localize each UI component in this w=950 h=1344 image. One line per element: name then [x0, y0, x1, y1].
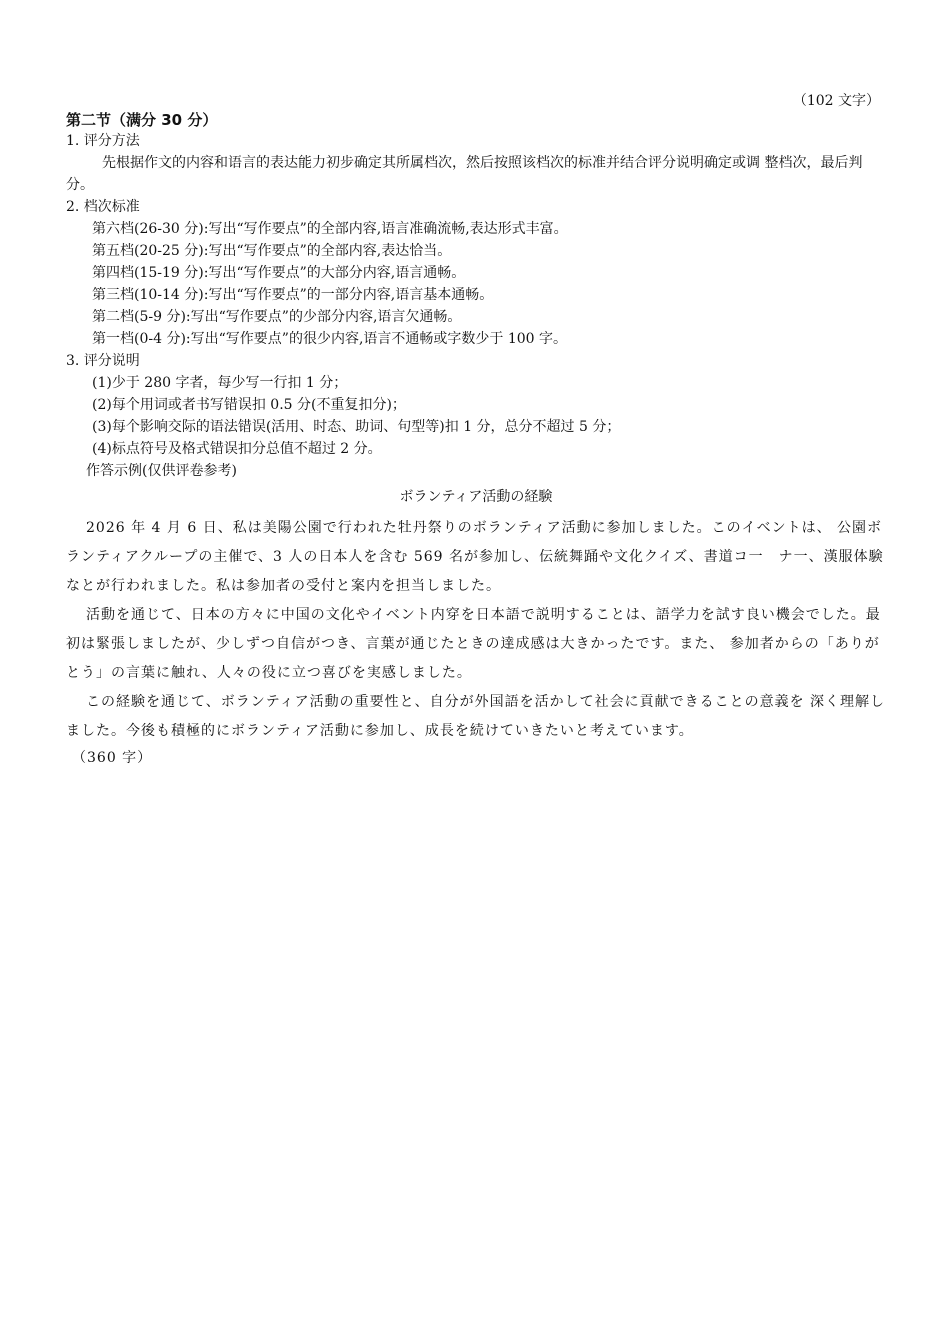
level-item: 第六档(26-30 分):写出“写作要点”的全部内容,语言准确流畅,表达形式丰富。 — [92, 221, 568, 237]
section-heading: 第二节（满分 30 分） — [66, 111, 218, 129]
note-item: (3)每个影响交际的语法错误(活用、时态、助词、句型等)扣 1 分，总分不超过 5 分； — [92, 419, 621, 435]
top-char-count: （102 文字） — [792, 93, 880, 109]
essay-paragraph: 2026 年 4 月 6 日、私は美陽公園で行われた牡丹祭りのボランティア活動に参加しました。このイベントは、 公園ボランティアクループの主催で、3 人の日本人を含む 569 名が参加し、伝統舞踊や文化クイズ、書道コ一 ナ一、漢服体験なとが行われました。私は参加者の受付と案内を担当しました。 — [66, 520, 884, 594]
essay-paragraph: この経験を通じて、ボランティア活動の重要性と、自分が外国語を活かして社会に貢献できることの意義を 深く理解しました。今後も積極的にボランティア活動に参加し、成長を続けていきたいと考えています。 — [66, 694, 886, 739]
note-item: (1)少于 280 字者，每少写一行扣 1 分； — [92, 375, 348, 391]
levels-title: 2. 档次标准 — [66, 199, 140, 215]
note-item: (2)每个用词或者书写错误扣 0.5 分(不重复扣分)； — [92, 397, 406, 413]
essay-body — [66, 514, 886, 770]
level-item: 第三档(10-14 分):写出“写作要点”的一部分内容,语言基本通畅。 — [92, 287, 494, 303]
note-item: (4)标点符号及格式错误扣分总值不超过 2 分。 — [92, 441, 382, 457]
document-page — [66, 88, 886, 770]
method-text: 先根据作文的内容和语言的表达能力初步确定其所属档次，然后按照该档次的标准并结合评分说明确定或调 整档次，最后判分。 — [66, 155, 863, 193]
essay-title: ボランティア活動の経験 — [399, 489, 553, 505]
level-item: 第二档(5-9 分):写出“写作要点”的少部分内容,语言欠通畅。 — [92, 309, 462, 325]
level-item: 第四档(15-19 分):写出“写作要点”的大部分内容,语言通畅。 — [92, 265, 466, 281]
levels-list — [66, 218, 886, 350]
essay-paragraph: 活動を通じて、日本の方々に中国の文化やイベント内穿を日本語で説明することは、語学力を試す良い機会でした。最初は緊張しましたが、少しずつ自信がつき、言葉が通じたときの達成感は大きかったです。また、 参加者からの「ありがとう」の言葉に触れ、人々の役に立つ喜びを実感しました。 — [66, 607, 881, 681]
notes-list — [66, 372, 886, 460]
essay-char-count: （360 字） — [72, 750, 153, 766]
notes-title: 3. 评分说明 — [66, 353, 140, 369]
level-item: 第五档(20-25 分):写出“写作要点”的全部内容,表达恰当。 — [92, 243, 452, 259]
method-title: 1. 评分方法 — [66, 133, 140, 149]
level-item: 第一档(0-4 分):写出“写作要点”的很少内容,语言不通畅或字数少于 100 字。 — [92, 331, 568, 347]
example-label: 作答示例(仅供评卷参考) — [86, 463, 237, 479]
